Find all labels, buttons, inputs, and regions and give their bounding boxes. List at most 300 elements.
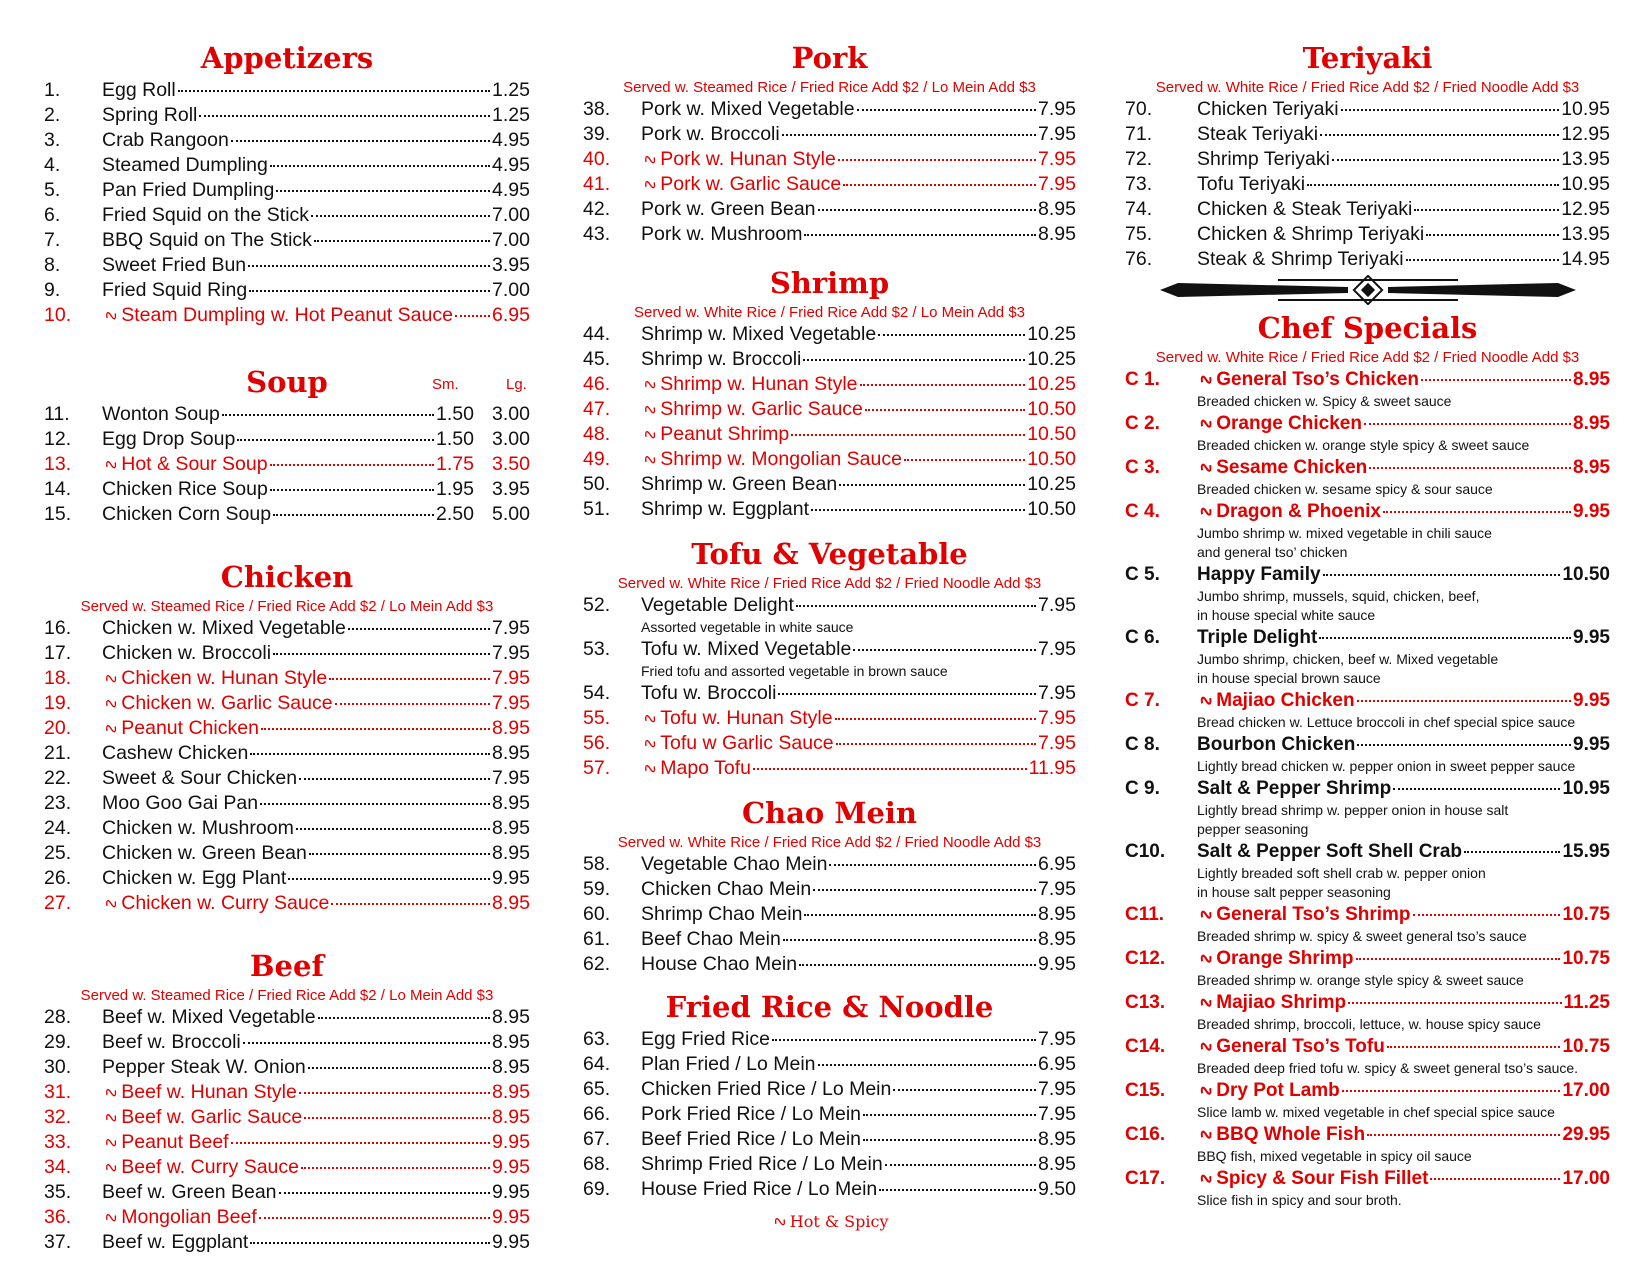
item-price: 8.95 bbox=[492, 742, 530, 764]
item-price: 8.95 bbox=[492, 1081, 530, 1103]
item-price: 8.95 bbox=[1038, 1128, 1076, 1150]
dot-leader bbox=[813, 889, 1036, 891]
item-name: Tofu w Garlic Sauce bbox=[660, 732, 834, 754]
item-price-large: 3.95 bbox=[492, 478, 530, 500]
section-header bbox=[583, 793, 1076, 833]
menu-item bbox=[1125, 222, 1610, 247]
hot-spicy-icon: ∿ bbox=[1196, 500, 1217, 523]
menu-item bbox=[44, 78, 530, 103]
dot-leader bbox=[838, 159, 1036, 161]
dot-leader bbox=[259, 1217, 490, 1219]
menu-item bbox=[44, 641, 530, 666]
item-number: 19. bbox=[44, 692, 72, 714]
served-with-note: Served w. White Rice / Fried Rice Add $2 / Fried Noodle Add $3 bbox=[617, 575, 1042, 592]
section-header bbox=[583, 987, 1076, 1027]
item-description: Slice fish in spicy and sour broth. bbox=[1197, 1192, 1402, 1208]
dot-leader bbox=[279, 1192, 491, 1194]
item-name: Pork w. Hunan Style bbox=[660, 148, 836, 170]
item-number: 48. bbox=[583, 423, 611, 445]
item-description: Breaded shrimp w. orange style spicy & sweet sauce bbox=[1197, 972, 1524, 988]
item-name: Chicken w. Garlic Sauce bbox=[121, 692, 333, 714]
dot-leader bbox=[308, 1067, 490, 1069]
item-name: BBQ Whole Fish bbox=[1216, 1124, 1366, 1145]
item-name: Egg Roll bbox=[102, 79, 176, 101]
item-price: 8.95 bbox=[492, 1031, 530, 1053]
section-chao-mein bbox=[583, 793, 1076, 977]
item-name: Wonton Soup bbox=[102, 403, 220, 425]
item-number: C11. bbox=[1125, 904, 1165, 925]
item-number: C 9. bbox=[1125, 778, 1160, 799]
item-name: Salt & Pepper Shrimp bbox=[1197, 778, 1392, 799]
item-price: 7.95 bbox=[1038, 98, 1076, 120]
menu-item bbox=[1125, 902, 1610, 927]
item-name: Vegetable Chao Mein bbox=[641, 853, 828, 875]
section-title: Chef Specials bbox=[1257, 311, 1478, 345]
section-title: Tofu & Vegetable bbox=[691, 537, 968, 571]
dot-leader bbox=[1348, 1002, 1561, 1004]
section-title: Shrimp bbox=[769, 266, 890, 300]
item-price-large: 5.00 bbox=[492, 503, 530, 525]
dot-leader bbox=[1430, 1178, 1560, 1180]
hot-spicy-icon: ∿ bbox=[1196, 368, 1217, 391]
item-description: Jumbo shrimp, mussels, squid, chicken, beef, bbox=[1197, 588, 1480, 604]
dot-leader bbox=[261, 728, 490, 730]
hot-spicy-icon: ∿ bbox=[769, 1210, 790, 1234]
item-name: Chicken w. Mushroom bbox=[102, 817, 294, 839]
item-number: 26. bbox=[44, 867, 72, 889]
dot-leader bbox=[231, 1142, 490, 1144]
section-title: Soup bbox=[246, 365, 328, 399]
hot-spicy-icon: ∿ bbox=[640, 398, 661, 421]
item-name: Vegetable Delight bbox=[641, 594, 794, 616]
item-description: Breaded deep fried tofu w. spicy & sweet general tso’s sauce. bbox=[1197, 1060, 1579, 1076]
legend-label: Hot & Spicy bbox=[789, 1212, 889, 1231]
dot-leader bbox=[860, 384, 1026, 386]
item-description: Jumbo shrimp w. mixed vegetable in chili sauce bbox=[1197, 525, 1492, 541]
item-name: Beef Chao Mein bbox=[641, 928, 781, 950]
item-number: 67. bbox=[583, 1128, 611, 1150]
served-with-note: Served w. Steamed Rice / Fried Rice Add $2 / Lo Mein Add $3 bbox=[623, 79, 1036, 96]
section-title: Chicken bbox=[220, 560, 354, 594]
item-number: 35. bbox=[44, 1181, 72, 1203]
dot-leader bbox=[1406, 259, 1560, 261]
served-with-note: Served w. White Rice / Fried Rice Add $2 / Lo Mein Add $3 bbox=[633, 304, 1026, 321]
item-price: 10.95 bbox=[1562, 778, 1610, 799]
size-large-label: Lg. bbox=[506, 376, 527, 393]
section-title: Fried Rice & Noodle bbox=[665, 990, 994, 1024]
item-name: Mapo Tofu bbox=[660, 757, 751, 779]
menu-item bbox=[583, 322, 1076, 347]
menu-item bbox=[583, 1027, 1076, 1052]
menu-item bbox=[44, 866, 530, 891]
item-name: Spicy & Sour Fish Fillet bbox=[1216, 1168, 1429, 1189]
item-number: 6. bbox=[44, 204, 61, 226]
dot-leader bbox=[276, 190, 490, 192]
item-name: Shrimp w. Garlic Sauce bbox=[660, 398, 863, 420]
dot-leader bbox=[237, 439, 434, 441]
item-number: 17. bbox=[44, 642, 72, 664]
item-number: C13. bbox=[1125, 992, 1166, 1013]
item-name: House Fried Rice / Lo Mein bbox=[641, 1178, 878, 1200]
item-name: Beef w. Hunan Style bbox=[121, 1081, 297, 1103]
hot-spicy-icon: ∿ bbox=[1196, 456, 1217, 479]
item-price: 8.95 bbox=[1573, 369, 1610, 390]
item-number: 4. bbox=[44, 154, 61, 176]
item-name: Orange Shrimp bbox=[1216, 948, 1354, 969]
menu-item bbox=[1125, 197, 1610, 222]
section-header bbox=[44, 362, 530, 402]
dot-leader bbox=[314, 240, 490, 242]
section-header bbox=[1125, 38, 1610, 78]
dot-leader bbox=[250, 1242, 490, 1244]
item-description: Breaded shrimp w. spicy & sweet general tso’s sauce bbox=[1197, 928, 1527, 944]
hot-spicy-icon: ∿ bbox=[640, 173, 661, 196]
item-price: 9.95 bbox=[492, 1206, 530, 1228]
item-name: Chicken w. Hunan Style bbox=[121, 667, 328, 689]
item-price: 10.25 bbox=[1027, 473, 1076, 495]
dot-leader bbox=[879, 1189, 1036, 1191]
item-name: Shrimp w. Green Bean bbox=[641, 473, 838, 495]
item-name: Tofu w. Broccoli bbox=[641, 682, 777, 704]
dot-leader bbox=[804, 914, 1036, 916]
dot-leader bbox=[243, 1042, 490, 1044]
item-description: Breaded chicken w. Spicy & sweet sauce bbox=[1197, 393, 1452, 409]
item-price: 6.95 bbox=[492, 304, 530, 326]
menu-item bbox=[583, 222, 1076, 247]
item-price: 8.95 bbox=[492, 892, 530, 914]
dot-leader bbox=[1369, 467, 1571, 469]
item-price: 9.50 bbox=[1038, 1178, 1076, 1200]
item-price: 9.95 bbox=[1038, 953, 1076, 975]
item-number: 21. bbox=[44, 742, 72, 764]
item-number: C17. bbox=[1125, 1168, 1166, 1189]
hot-spicy-icon: ∿ bbox=[101, 304, 122, 327]
dot-leader bbox=[1413, 914, 1561, 916]
dot-leader bbox=[836, 743, 1036, 745]
item-number: C 2. bbox=[1125, 413, 1160, 434]
menu-item bbox=[44, 1105, 530, 1130]
item-price: 7.00 bbox=[492, 229, 530, 251]
section-tofu-and-vegetable bbox=[583, 534, 1076, 781]
item-price: 9.95 bbox=[1573, 734, 1610, 755]
item-description: Assorted vegetable in white sauce bbox=[641, 619, 854, 635]
item-price: 2.50 bbox=[436, 503, 474, 525]
item-name: Pepper Steak W. Onion bbox=[102, 1056, 306, 1078]
item-name: Pan Fried Dumpling bbox=[102, 179, 275, 201]
item-price: 11.95 bbox=[1028, 757, 1076, 779]
item-name: Peanut Beef bbox=[121, 1131, 229, 1153]
dot-leader bbox=[1332, 159, 1559, 161]
dot-leader bbox=[348, 628, 490, 630]
item-number: 20. bbox=[44, 717, 72, 739]
item-number: 63. bbox=[583, 1028, 611, 1050]
item-name: Sweet Fried Bun bbox=[102, 254, 247, 276]
item-price: 10.25 bbox=[1027, 348, 1076, 370]
dot-leader bbox=[331, 903, 490, 905]
section-shrimp bbox=[583, 263, 1076, 522]
item-price: 9.95 bbox=[492, 1231, 530, 1253]
item-name: Chicken Fried Rice / Lo Mein bbox=[641, 1078, 892, 1100]
item-number: 29. bbox=[44, 1031, 72, 1053]
item-number: 53. bbox=[583, 638, 611, 660]
menu-item bbox=[1125, 1122, 1610, 1147]
item-number: 12. bbox=[44, 428, 72, 450]
item-name: Tofu Teriyaki bbox=[1197, 173, 1306, 195]
item-name: Chicken w. Green Bean bbox=[102, 842, 307, 864]
item-price: 10.95 bbox=[1561, 173, 1610, 195]
hot-spicy-icon: ∿ bbox=[640, 732, 661, 755]
dot-leader bbox=[455, 315, 490, 317]
item-price: 1.25 bbox=[492, 104, 530, 126]
item-number: 39. bbox=[583, 123, 611, 145]
item-number: 73. bbox=[1125, 173, 1153, 195]
item-name: Salt & Pepper Soft Shell Crab bbox=[1197, 841, 1462, 862]
item-number: 56. bbox=[583, 732, 611, 754]
menu-item bbox=[1125, 147, 1610, 172]
item-number: 28. bbox=[44, 1006, 72, 1028]
menu-item bbox=[44, 1205, 530, 1230]
item-description: Jumbo shrimp, chicken, beef w. Mixed vegetable bbox=[1197, 651, 1499, 667]
menu-item bbox=[44, 452, 530, 477]
hot-spicy-icon: ∿ bbox=[101, 692, 122, 715]
item-price: 8.95 bbox=[492, 1106, 530, 1128]
dot-leader bbox=[296, 828, 490, 830]
dot-leader bbox=[803, 359, 1025, 361]
menu-item bbox=[1125, 499, 1610, 524]
item-name: House Chao Mein bbox=[641, 953, 798, 975]
menu-item bbox=[44, 128, 530, 153]
menu-item bbox=[44, 1230, 530, 1255]
item-price: 8.95 bbox=[1038, 903, 1076, 925]
item-price: 9.95 bbox=[492, 1156, 530, 1178]
item-price: 8.95 bbox=[1038, 223, 1076, 245]
item-number: C15. bbox=[1125, 1080, 1166, 1101]
item-name: Orange Chicken bbox=[1216, 413, 1362, 434]
dot-leader bbox=[311, 215, 490, 217]
hot-spicy-icon: ∿ bbox=[1196, 1123, 1217, 1146]
section-header bbox=[1125, 308, 1610, 348]
section-chicken bbox=[44, 557, 530, 916]
item-number: 16. bbox=[44, 617, 72, 639]
menu-item bbox=[1125, 455, 1610, 480]
item-description: in house special brown sauce bbox=[1197, 670, 1381, 686]
dot-leader bbox=[853, 649, 1036, 651]
item-price: 4.95 bbox=[492, 179, 530, 201]
item-number: 60. bbox=[583, 903, 611, 925]
dot-leader bbox=[304, 1117, 490, 1119]
item-price: 6.95 bbox=[1038, 853, 1076, 875]
dot-leader bbox=[799, 964, 1036, 966]
item-name: Steak Teriyaki bbox=[1197, 123, 1319, 145]
menu-item bbox=[44, 1030, 530, 1055]
item-price: 8.95 bbox=[492, 817, 530, 839]
item-number: 70. bbox=[1125, 98, 1153, 120]
item-name: Chicken Chao Mein bbox=[641, 878, 812, 900]
item-number: 42. bbox=[583, 198, 611, 220]
hot-spicy-icon: ∿ bbox=[101, 1156, 122, 1179]
item-number: 2. bbox=[44, 104, 61, 126]
item-price-large: 3.00 bbox=[492, 403, 530, 425]
item-number: C 8. bbox=[1125, 734, 1160, 755]
item-price: 3.95 bbox=[492, 254, 530, 276]
item-price: 9.95 bbox=[1573, 690, 1610, 711]
item-description: Lightly breaded soft shell crab w. pepper onion bbox=[1197, 865, 1486, 881]
menu-item bbox=[44, 178, 530, 203]
hot-spicy-icon: ∿ bbox=[101, 1131, 122, 1154]
dot-leader bbox=[782, 134, 1036, 136]
item-price: 7.95 bbox=[492, 767, 530, 789]
menu-item bbox=[44, 741, 530, 766]
item-number: 62. bbox=[583, 953, 611, 975]
item-name: Pork w. Broccoli bbox=[641, 123, 780, 145]
served-with-note: Served w. White Rice / Fried Rice Add $2 / Fried Noodle Add $3 bbox=[1155, 349, 1580, 366]
menu-item bbox=[583, 1052, 1076, 1077]
item-name: Hot & Sour Soup bbox=[121, 453, 268, 475]
dot-leader bbox=[835, 718, 1036, 720]
section-title: Pork bbox=[791, 41, 868, 75]
menu-item bbox=[44, 1080, 530, 1105]
item-price: 7.95 bbox=[1038, 1028, 1076, 1050]
item-description: Slice lamb w. mixed vegetable in chef special spice sauce bbox=[1197, 1104, 1555, 1120]
item-name: Chicken w. Egg Plant bbox=[102, 867, 287, 889]
item-price: 15.95 bbox=[1562, 841, 1610, 862]
item-description: Breaded chicken w. sesame spicy & sour sauce bbox=[1197, 481, 1493, 497]
dot-leader bbox=[335, 703, 490, 705]
item-number: 11. bbox=[44, 403, 70, 425]
item-number: C 4. bbox=[1125, 501, 1160, 522]
item-price: 7.95 bbox=[1038, 1078, 1076, 1100]
item-description: and general tso’ chicken bbox=[1197, 544, 1348, 560]
dot-leader bbox=[1414, 209, 1559, 211]
menu-item bbox=[1125, 839, 1610, 864]
hot-spicy-icon: ∿ bbox=[640, 373, 661, 396]
dot-leader bbox=[270, 489, 434, 491]
dot-leader bbox=[1357, 744, 1571, 746]
dot-leader bbox=[1387, 1046, 1561, 1048]
dot-leader bbox=[1464, 851, 1560, 853]
item-number: 74. bbox=[1125, 198, 1153, 220]
menu-item bbox=[583, 122, 1076, 147]
item-name: Shrimp Chao Mein bbox=[641, 903, 803, 925]
item-name: Beef w. Curry Sauce bbox=[121, 1156, 299, 1178]
menu-item bbox=[1125, 247, 1610, 272]
item-name: Fried Squid on the Stick bbox=[102, 204, 310, 226]
dot-leader bbox=[1383, 511, 1571, 513]
item-number: 18. bbox=[44, 667, 72, 689]
menu-item bbox=[583, 1177, 1076, 1202]
dot-leader bbox=[249, 290, 490, 292]
item-number: 27. bbox=[44, 892, 72, 914]
item-number: 5. bbox=[44, 179, 61, 201]
item-number: C12. bbox=[1125, 948, 1166, 969]
menu-item bbox=[44, 427, 530, 452]
item-number: 31. bbox=[44, 1081, 72, 1103]
menu-item bbox=[44, 278, 530, 303]
dot-leader bbox=[863, 1139, 1036, 1141]
menu-item bbox=[583, 1102, 1076, 1127]
item-price: 14.95 bbox=[1561, 248, 1610, 270]
item-name: Peanut Chicken bbox=[121, 717, 259, 739]
item-name: Sweet & Sour Chicken bbox=[102, 767, 298, 789]
section-appetizers bbox=[44, 38, 530, 328]
item-number: 57. bbox=[583, 757, 611, 779]
item-price: 1.75 bbox=[436, 453, 474, 475]
item-number: 24. bbox=[44, 817, 72, 839]
menu-item bbox=[44, 841, 530, 866]
menu-item bbox=[44, 1155, 530, 1180]
item-price: 9.95 bbox=[492, 1131, 530, 1153]
menu-item bbox=[44, 716, 530, 741]
dot-leader bbox=[270, 464, 434, 466]
section-soup bbox=[44, 362, 530, 527]
item-number: 55. bbox=[583, 707, 611, 729]
menu-item bbox=[583, 927, 1076, 952]
item-number: 9. bbox=[44, 279, 61, 301]
item-number: 52. bbox=[583, 594, 611, 616]
item-number: C14. bbox=[1125, 1036, 1166, 1057]
menu-item bbox=[44, 203, 530, 228]
section-title: Chao Mein bbox=[741, 796, 918, 830]
section-header bbox=[583, 38, 1076, 78]
item-name: Beef w. Broccoli bbox=[102, 1031, 241, 1053]
menu-item bbox=[44, 228, 530, 253]
menu-column-2 bbox=[583, 38, 1076, 1232]
item-name: Pork w. Mushroom bbox=[641, 223, 803, 245]
section-header bbox=[44, 946, 530, 986]
item-number: 47. bbox=[583, 398, 611, 420]
item-name: Dragon & Phoenix bbox=[1216, 501, 1381, 522]
dot-leader bbox=[878, 334, 1025, 336]
menu-item bbox=[583, 197, 1076, 222]
item-number: C 6. bbox=[1125, 627, 1160, 648]
item-price: 1.50 bbox=[436, 428, 474, 450]
item-number: C 1. bbox=[1125, 369, 1160, 390]
item-number: 61. bbox=[583, 928, 611, 950]
hot-spicy-icon: ∿ bbox=[1196, 1079, 1217, 1102]
item-description: BBQ fish, mixed vegetable in spicy oil sauce bbox=[1197, 1148, 1472, 1164]
item-price: 1.25 bbox=[492, 79, 530, 101]
menu-item bbox=[583, 497, 1076, 522]
hot-spicy-legend bbox=[583, 1212, 1076, 1232]
item-number: 51. bbox=[583, 498, 611, 520]
item-price: 10.50 bbox=[1027, 498, 1076, 520]
item-price: 17.00 bbox=[1562, 1080, 1610, 1101]
item-number: 32. bbox=[44, 1106, 72, 1128]
dot-leader bbox=[1319, 637, 1571, 639]
item-number: 40. bbox=[583, 148, 611, 170]
section-title: Appetizers bbox=[200, 41, 374, 75]
hot-spicy-icon: ∿ bbox=[1196, 412, 1217, 435]
item-price: 4.95 bbox=[492, 154, 530, 176]
menu-item bbox=[583, 372, 1076, 397]
menu-item bbox=[44, 477, 530, 502]
dot-leader bbox=[1356, 958, 1561, 960]
item-description: in house salt pepper seasoning bbox=[1197, 884, 1391, 900]
item-price: 13.95 bbox=[1561, 148, 1610, 170]
item-price: 1.95 bbox=[436, 478, 474, 500]
item-number: 30. bbox=[44, 1056, 72, 1078]
item-number: 14. bbox=[44, 478, 72, 500]
item-price: 8.95 bbox=[1038, 1153, 1076, 1175]
item-price: 10.50 bbox=[1027, 448, 1076, 470]
item-name: Shrimp Teriyaki bbox=[1197, 148, 1330, 170]
item-name: Egg Drop Soup bbox=[102, 428, 236, 450]
item-number: 38. bbox=[583, 98, 611, 120]
menu-item bbox=[583, 147, 1076, 172]
item-number: 75. bbox=[1125, 223, 1153, 245]
item-name: Spring Roll bbox=[102, 104, 198, 126]
hot-spicy-icon: ∿ bbox=[640, 448, 661, 471]
